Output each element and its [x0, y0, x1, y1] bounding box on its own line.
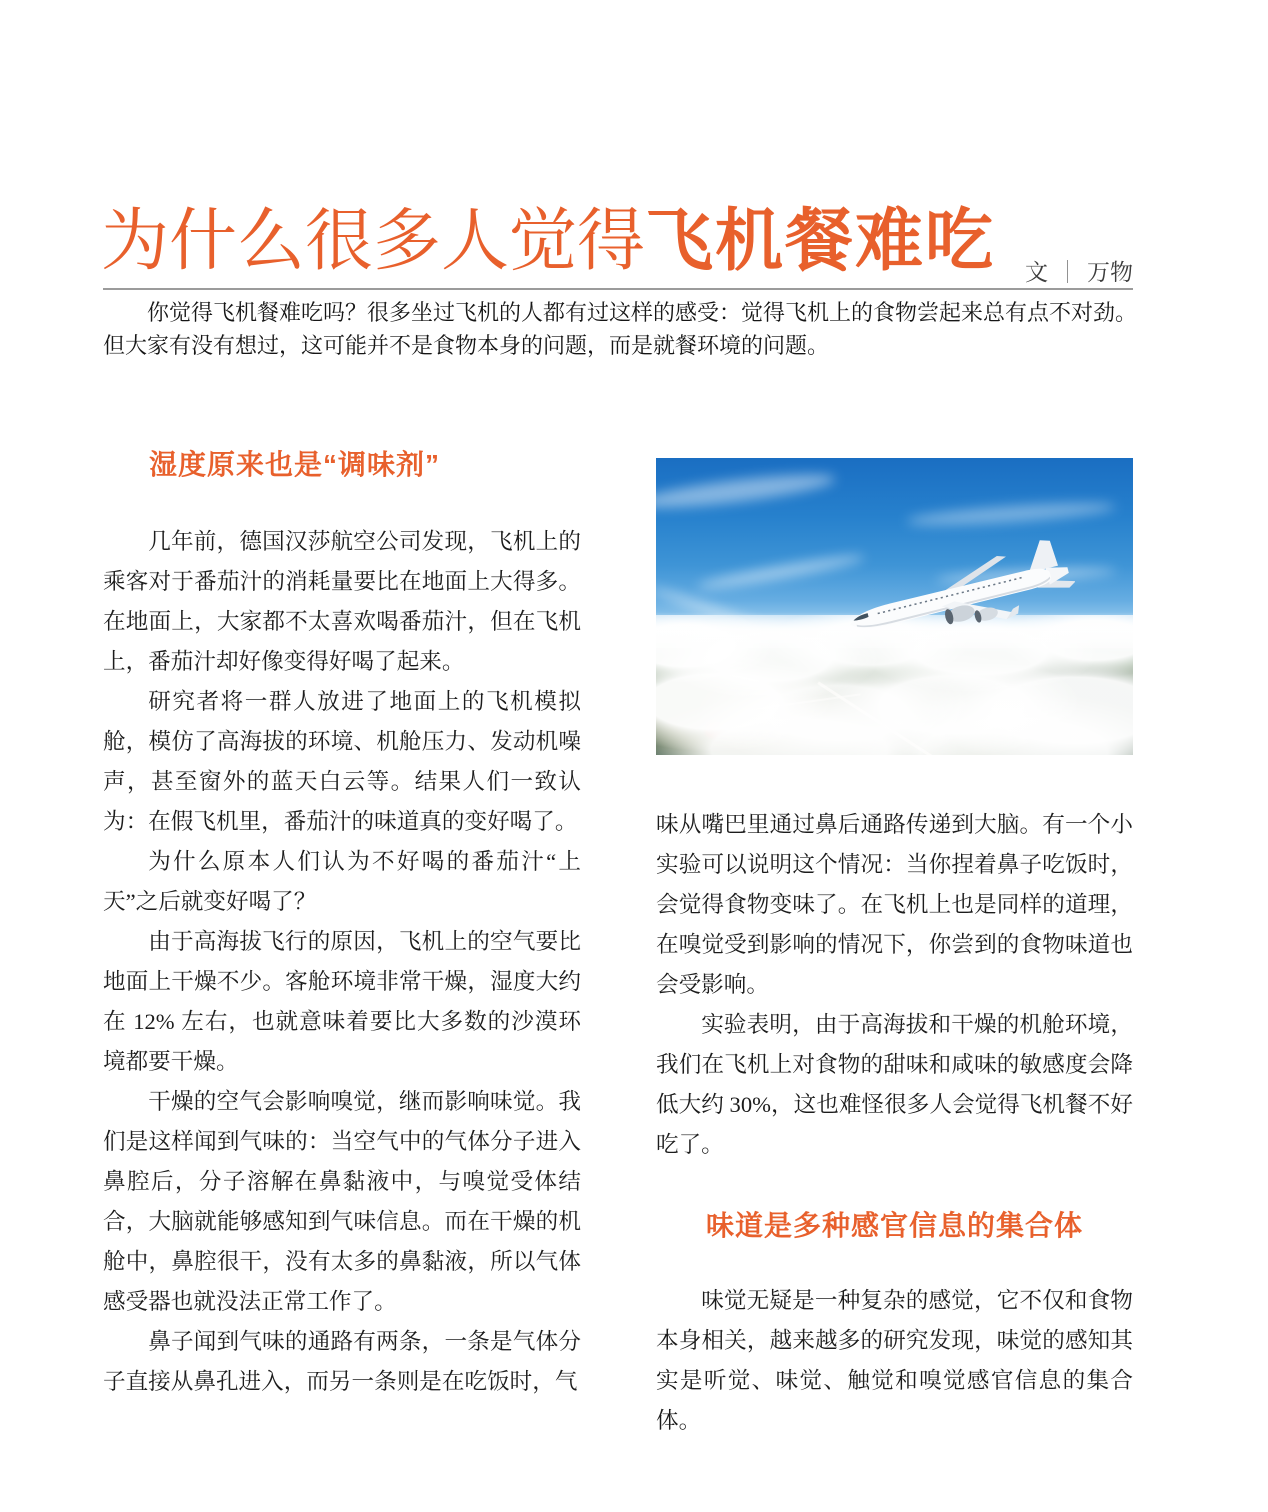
cirrus-cloud — [906, 499, 1117, 530]
cirrus-cloud — [656, 468, 837, 514]
paragraph: 味从嘴巴里通过鼻后通路传递到大脑。有一个小实验可以说明这个情况：当你捏着鼻子吃饭时，会觉得食物变味了。在飞机上也是同样的道理，在嗅觉受到影响的情况下，你尝到的食物味道也会受影响。 — [656, 812, 1133, 997]
paragraph: 几年前，德国汉莎航空公司发现，飞机上的乘客对于番茄汁的消耗量要比在地面上大得多。在地面上，大家都不太喜欢喝番茄汁，但在飞机上，番茄汁却好像变得好喝了起来。 — [103, 529, 581, 674]
paragraph: 味觉无疑是一种复杂的感觉，它不仅和食物本身相关，越来越多的研究发现，味觉的感知其实是听觉、味觉、触觉和嗅觉感官信息的集合体。 — [656, 1288, 1133, 1433]
paragraph: 鼻子闻到气味的通路有两条，一条是气体分子直接从鼻孔进入，而另一条则是在吃饭时，气 — [103, 1329, 581, 1394]
intro-paragraph: 你觉得飞机餐难吃吗？很多坐过飞机的人都有过这样的感受：觉得飞机上的食物尝起来总有点不对劲。但大家有没有想过，这可能并不是食物本身的问题，而是就餐环境的问题。 — [103, 300, 1138, 358]
left-column — [103, 450, 581, 1402]
byline-label: 文 — [1025, 259, 1048, 285]
header-divider — [103, 288, 1133, 290]
byline-separator: ｜ — [1056, 259, 1079, 285]
byline — [103, 254, 1133, 287]
paragraph: 由于高海拔飞行的原因，飞机上的空气要比地面上干燥不少。客舱环境非常干燥，湿度大约在 12% 左右，也就意味着要比大多数的沙漠环境都要干燥。 — [103, 929, 581, 1074]
article-title-light: 为什么很多人觉得 — [101, 202, 646, 279]
byline-author: 万物 — [1087, 259, 1133, 285]
section-heading-taste: 味道是多种感官信息的集合体 — [705, 1210, 1083, 1241]
paragraph: 实验表明，由于高海拔和干燥的机舱环境，我们在飞机上对食物的甜味和咸味的敏感度会降低大约 30%，这也难怪很多人会觉得飞机餐不好吃了。 — [656, 1012, 1133, 1157]
airplane-photo — [656, 458, 1133, 755]
section-heading-humidity: 湿度原来也是“调味剂” — [149, 449, 441, 480]
paragraph: 研究者将一群人放进了地面上的飞机模拟舱，模仿了高海拔的环境、机舱压力、发动机噪声，甚至窗外的蓝天白云等。结果人们一致认为：在假飞机里，番茄汁的味道真的变好喝了。 — [103, 689, 581, 834]
article-title-bold: 飞机餐难吃 — [645, 202, 996, 279]
paragraph: 干燥的空气会影响嗅觉，继而影响味觉。我们是这样闻到气味的：当空气中的气体分子进入鼻腔后，分子溶解在鼻黏液中，与嗅觉受体结合，大脑就能够感知到气味信息。而在干燥的机舱中，鼻腔很干，没有太多的鼻黏液，所以气体感受器也就没法正常工作了。 — [103, 1089, 581, 1314]
paragraph: 为什么原本人们认为不好喝的番茄汁“上天”之后就变好喝了？ — [103, 849, 581, 914]
right-column — [656, 458, 1133, 1441]
